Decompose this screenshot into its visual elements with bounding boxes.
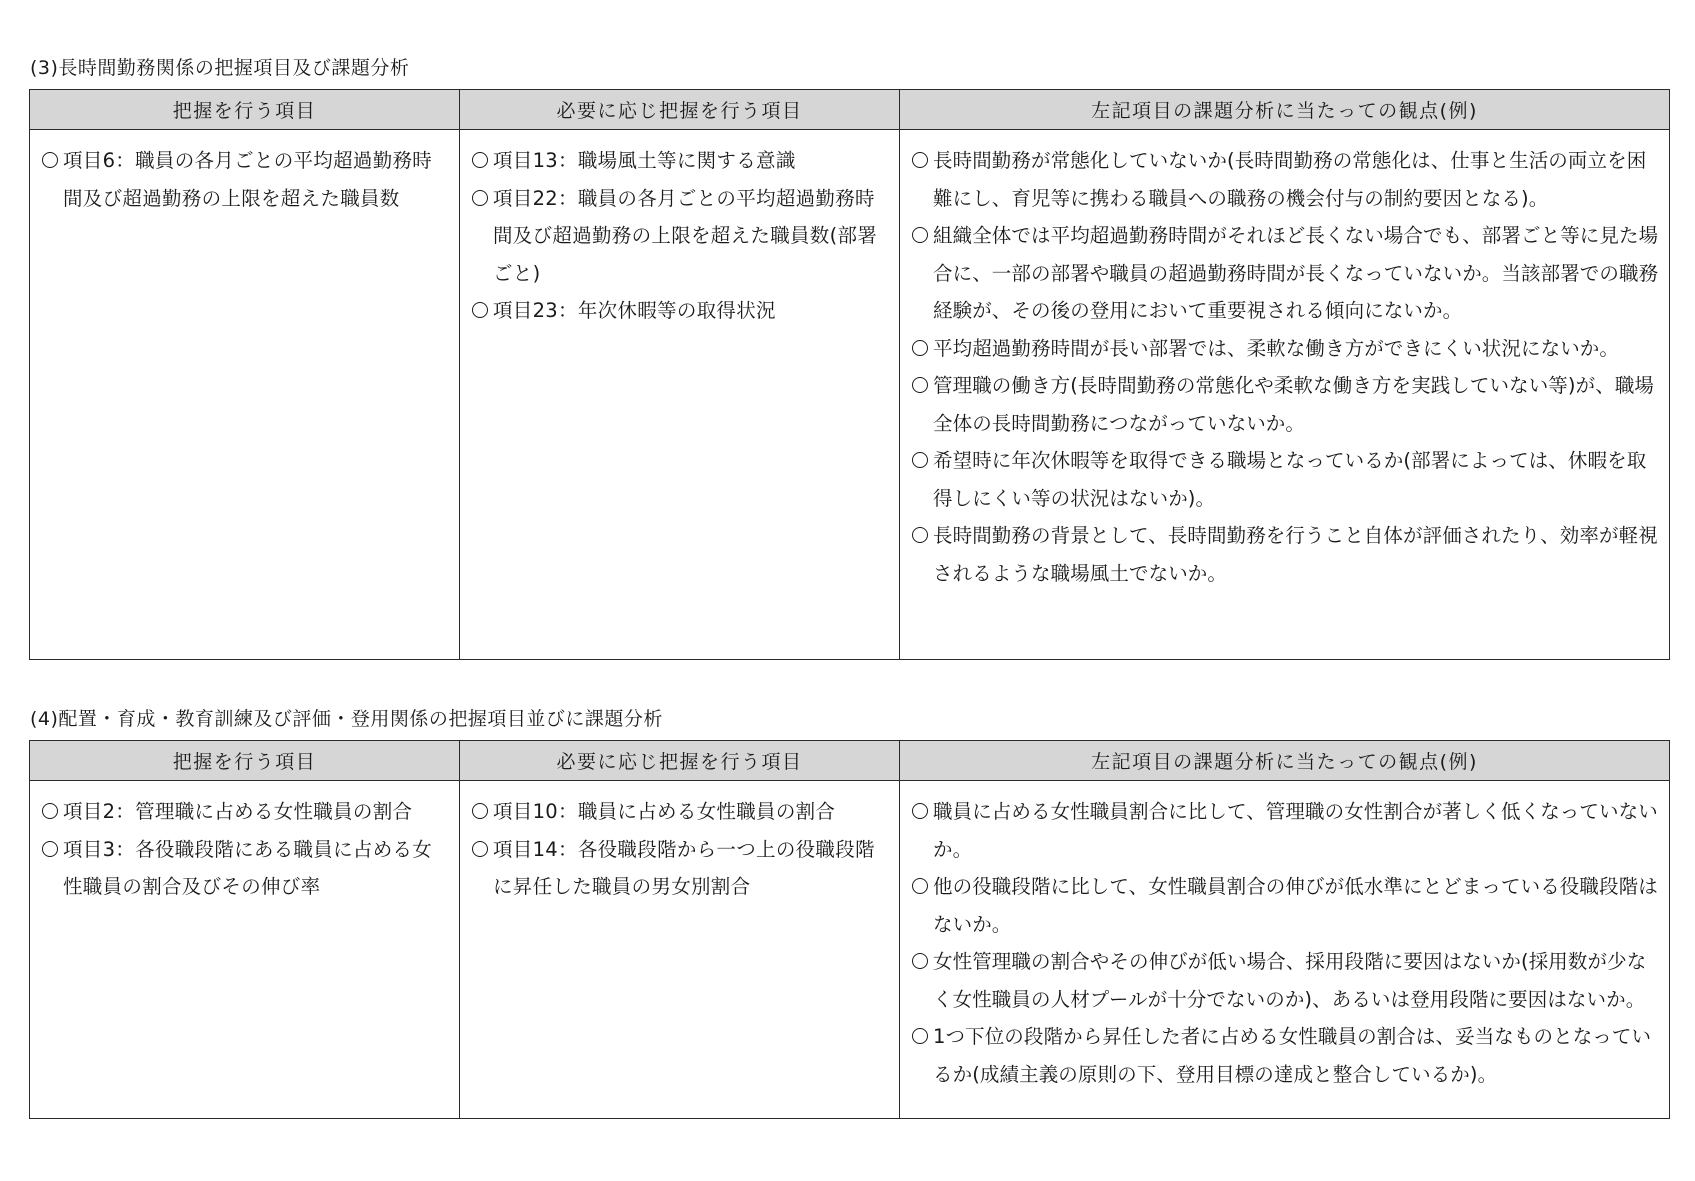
list-item: 長時間勤務の背景として、長時間勤務を行うこと自体が評価されたり、効率が軽視されるような職場風土でないか。 [912, 517, 1661, 592]
table-header-row [30, 90, 1670, 130]
cell-required-items [30, 781, 460, 1119]
header-col3: 左記項目の課題分析に当たっての観点(例) [900, 90, 1670, 130]
section-3-title: (3)長時間勤務関係の把握項目及び課題分析 [30, 57, 410, 79]
section-4-title: (4)配置・育成・教育訓練及び評価・登用関係の把握項目並びに課題分析 [30, 708, 663, 730]
list-item: 職員に占める女性職員割合に比して、管理職の女性割合が著しく低くなっていないか。 [912, 793, 1661, 868]
header-col1: 把握を行う項目 [30, 741, 460, 781]
list-item: 女性管理職の割合やその伸びが低い場合、採用段階に要因はないか(採用数が少なく女性職員の人材プールが十分でないのか)、あるいは登用段階に要因はないか。 [912, 943, 1661, 1018]
list-item: 長時間勤務が常態化していないか(長時間勤務の常態化は、仕事と生活の両立を困難にし、育児等に携わる職員への職務の機会付与の制約要因となる)。 [912, 142, 1661, 217]
header-col1: 把握を行う項目 [30, 90, 460, 130]
cell-analysis-viewpoints [900, 130, 1670, 660]
list-item: 項目22：職員の各月ごとの平均超過勤務時間及び超過勤務の上限を超えた職員数(部署ごと) [472, 180, 891, 293]
list-item: 1つ下位の段階から昇任した者に占める女性職員の割合は、妥当なものとなっているか(成績主義の原則の下、登用目標の達成と整合しているか)。 [912, 1018, 1661, 1093]
cell-required-items [30, 130, 460, 660]
list-item: 他の役職段階に比して、女性職員割合の伸びが低水準にとどまっている役職段階はないか。 [912, 868, 1661, 943]
header-col2: 必要に応じ把握を行う項目 [460, 741, 900, 781]
header-col2: 必要に応じ把握を行う項目 [460, 90, 900, 130]
cell-optional-items [460, 130, 900, 660]
list-item: 項目23：年次休暇等の取得状況 [472, 292, 891, 330]
section-4-table [29, 740, 1670, 1119]
list-item: 項目10：職員に占める女性職員の割合 [472, 793, 891, 831]
table-row [30, 130, 1670, 660]
header-col3: 左記項目の課題分析に当たっての観点(例) [900, 741, 1670, 781]
table-row [30, 781, 1670, 1119]
list-item: 管理職の働き方(長時間勤務の常態化や柔軟な働き方を実践していない等)が、職場全体の長時間勤務につながっていないか。 [912, 367, 1661, 442]
list-item: 組織全体では平均超過勤務時間がそれほど長くない場合でも、部署ごと等に見た場合に、一部の部署や職員の超過勤務時間が長くなっていないか。当該部署での職務経験が、その後の登用において重要視される傾向にないか。 [912, 217, 1661, 330]
cell-optional-items [460, 781, 900, 1119]
list-item: 項目6：職員の各月ごとの平均超過勤務時間及び超過勤務の上限を超えた職員数 [42, 142, 451, 217]
list-item: 項目2：管理職に占める女性職員の割合 [42, 793, 451, 831]
list-item: 希望時に年次休暇等を取得できる職場となっているか(部署によっては、休暇を取得しにくい等の状況はないか)。 [912, 442, 1661, 517]
list-item: 平均超過勤務時間が長い部署では、柔軟な働き方ができにくい状況にないか。 [912, 330, 1661, 368]
list-item: 項目3：各役職段階にある職員に占める女性職員の割合及びその伸び率 [42, 831, 451, 906]
list-item: 項目13：職場風土等に関する意識 [472, 142, 891, 180]
cell-analysis-viewpoints [900, 781, 1670, 1119]
table-header-row [30, 741, 1670, 781]
section-3-table [29, 89, 1670, 660]
list-item: 項目14：各役職段階から一つ上の役職段階に昇任した職員の男女別割合 [472, 831, 891, 906]
